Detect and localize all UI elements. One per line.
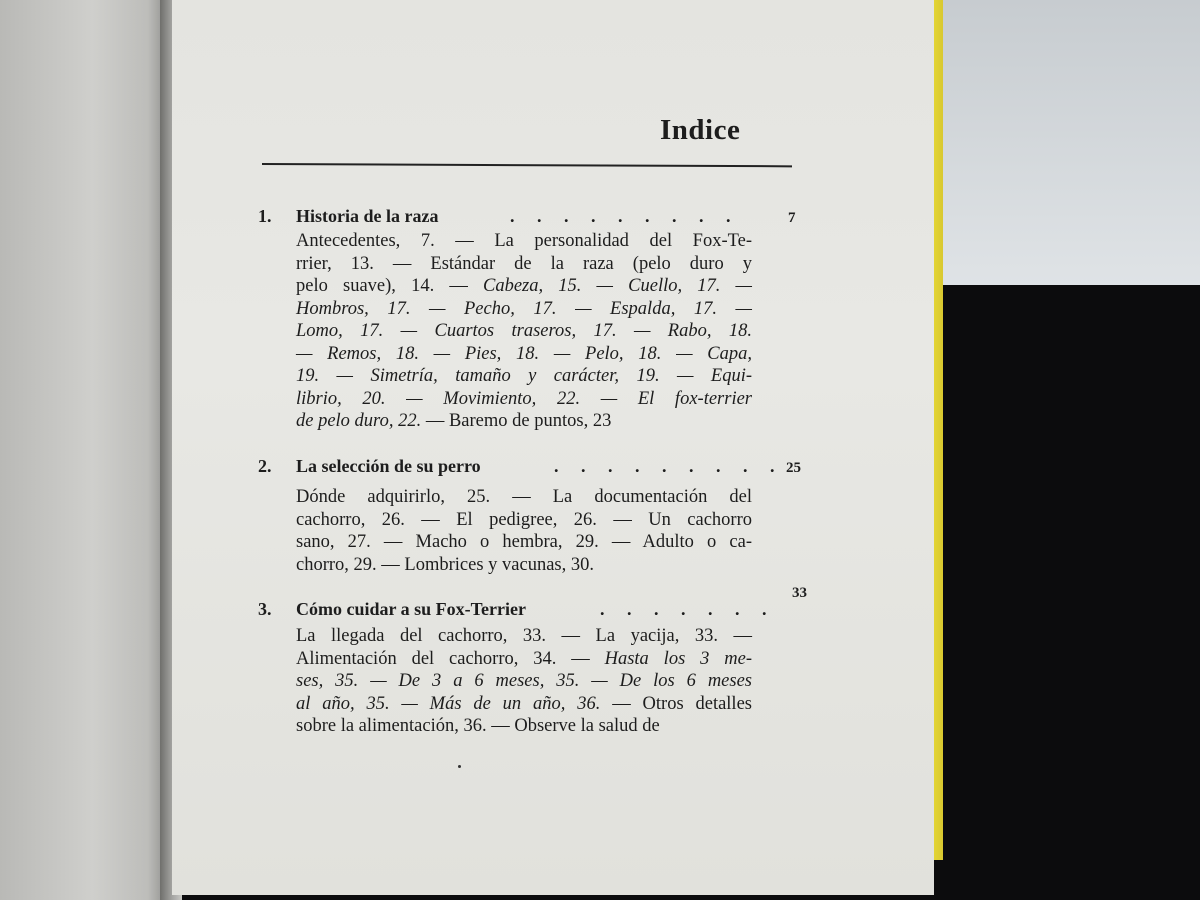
entry-text-italic: 19. — Simetría, tamaño y carácter, 19. — Equi- — [296, 366, 752, 386]
paper-speck — [458, 765, 461, 768]
entry-heading — [258, 456, 818, 486]
entry-text-italic: Hasta los 3 me- — [604, 648, 752, 669]
entry-title: La selección de su perro — [296, 456, 481, 476]
entry-line — [296, 554, 752, 577]
entry-line — [296, 715, 752, 738]
entry-text: La llegada del cachorro, 33. — La yacija, 33. — — [296, 626, 752, 646]
entry-line — [296, 670, 752, 693]
entry-contents — [296, 230, 752, 433]
entry-text: — Otros detalles — [600, 693, 752, 714]
entry-number: 2. — [258, 456, 272, 476]
entry-line — [296, 531, 752, 554]
entry-line — [296, 275, 752, 298]
entry-line — [296, 253, 752, 276]
entry-title: Historia de la raza — [296, 206, 439, 226]
entry-line — [296, 388, 752, 411]
entry-text-italic: de pelo duro, 22. — [296, 411, 422, 431]
entry-page-number: 7 — [788, 210, 796, 226]
entry-text: cachorro, 26. — El pedigree, 26. — Un cachorro — [296, 509, 752, 530]
entry-text-italic: Lomo, 17. — Cuartos traseros, 17. — Rabo, 18. — [296, 321, 752, 341]
entry-text: Antecedentes, 7. — La personalidad del Fox-Te- — [296, 231, 752, 251]
entry-text-italic: Hombros, 17. — Pecho, 17. — Espalda, 17. — — [296, 298, 752, 319]
entry-line — [296, 693, 752, 716]
entry-leader-dots: . . . . . . . . . — [554, 456, 784, 476]
entry-text: — Baremo de puntos, 23 — [421, 411, 612, 431]
entry-line — [296, 625, 752, 648]
entry-contents — [296, 625, 752, 738]
entry-text: Alimentación del cachorro, 34. — — [296, 648, 605, 669]
entry-text: sobre la alimentación, 36. — Observe la salud de — [296, 716, 660, 736]
entry-line — [296, 509, 752, 532]
entry-line — [296, 648, 752, 671]
entry-text-italic: librio, 20. — Movimiento, 22. — El fox-terrier — [296, 388, 752, 409]
entry-page-number: 33 — [792, 585, 807, 601]
entry-text: Dónde adquirirlo, 25. — La documentación del — [296, 487, 752, 507]
entry-number: 1. — [258, 206, 272, 226]
entry-text-italic: ses, 35. — De 3 a 6 meses, 35. — De los 6 meses — [296, 671, 752, 691]
left-page — [0, 0, 168, 900]
index-title: Indice — [660, 114, 741, 146]
index-entry-1 — [258, 206, 818, 431]
entry-leader-dots: . . . . . . . — [600, 599, 776, 619]
entry-title: Cómo cuidar a su Fox-Terrier — [296, 599, 526, 619]
entry-text: sano, 27. — Macho o hembra, 29. — Adulto o ca- — [296, 532, 752, 552]
entry-text: chorro, 29. — Lombrices y vacunas, 30. — [296, 554, 594, 575]
title-rule — [262, 163, 792, 167]
entry-line — [296, 230, 752, 253]
entry-line — [296, 298, 752, 321]
entry-page-number: 25 — [786, 460, 801, 476]
entry-text-italic: Cabeza, 15. — Cuello, 17. — — [483, 276, 752, 296]
entry-number: 3. — [258, 599, 272, 619]
entry-leader-dots: . . . . . . . . . — [510, 206, 740, 226]
index-entry-3 — [258, 585, 818, 736]
entry-text: pelo suave), 14. — — [296, 276, 483, 296]
background-surface — [900, 0, 1200, 285]
entry-text: rrier, 13. — Estándar de la raza (pelo duro y — [296, 253, 752, 274]
entry-text-italic: — Remos, 18. — Pies, 18. — Pelo, 18. — Capa, — [296, 343, 752, 364]
entry-contents — [296, 486, 752, 576]
entry-line — [296, 343, 752, 366]
entry-line — [296, 410, 752, 433]
entry-text-italic: al año, 35. — Más de un año, 36. — [296, 693, 601, 714]
entry-line — [296, 486, 752, 509]
entry-line — [296, 320, 752, 343]
index-entry-2 — [258, 456, 818, 575]
index-page — [172, 0, 934, 895]
entry-line — [296, 365, 752, 388]
